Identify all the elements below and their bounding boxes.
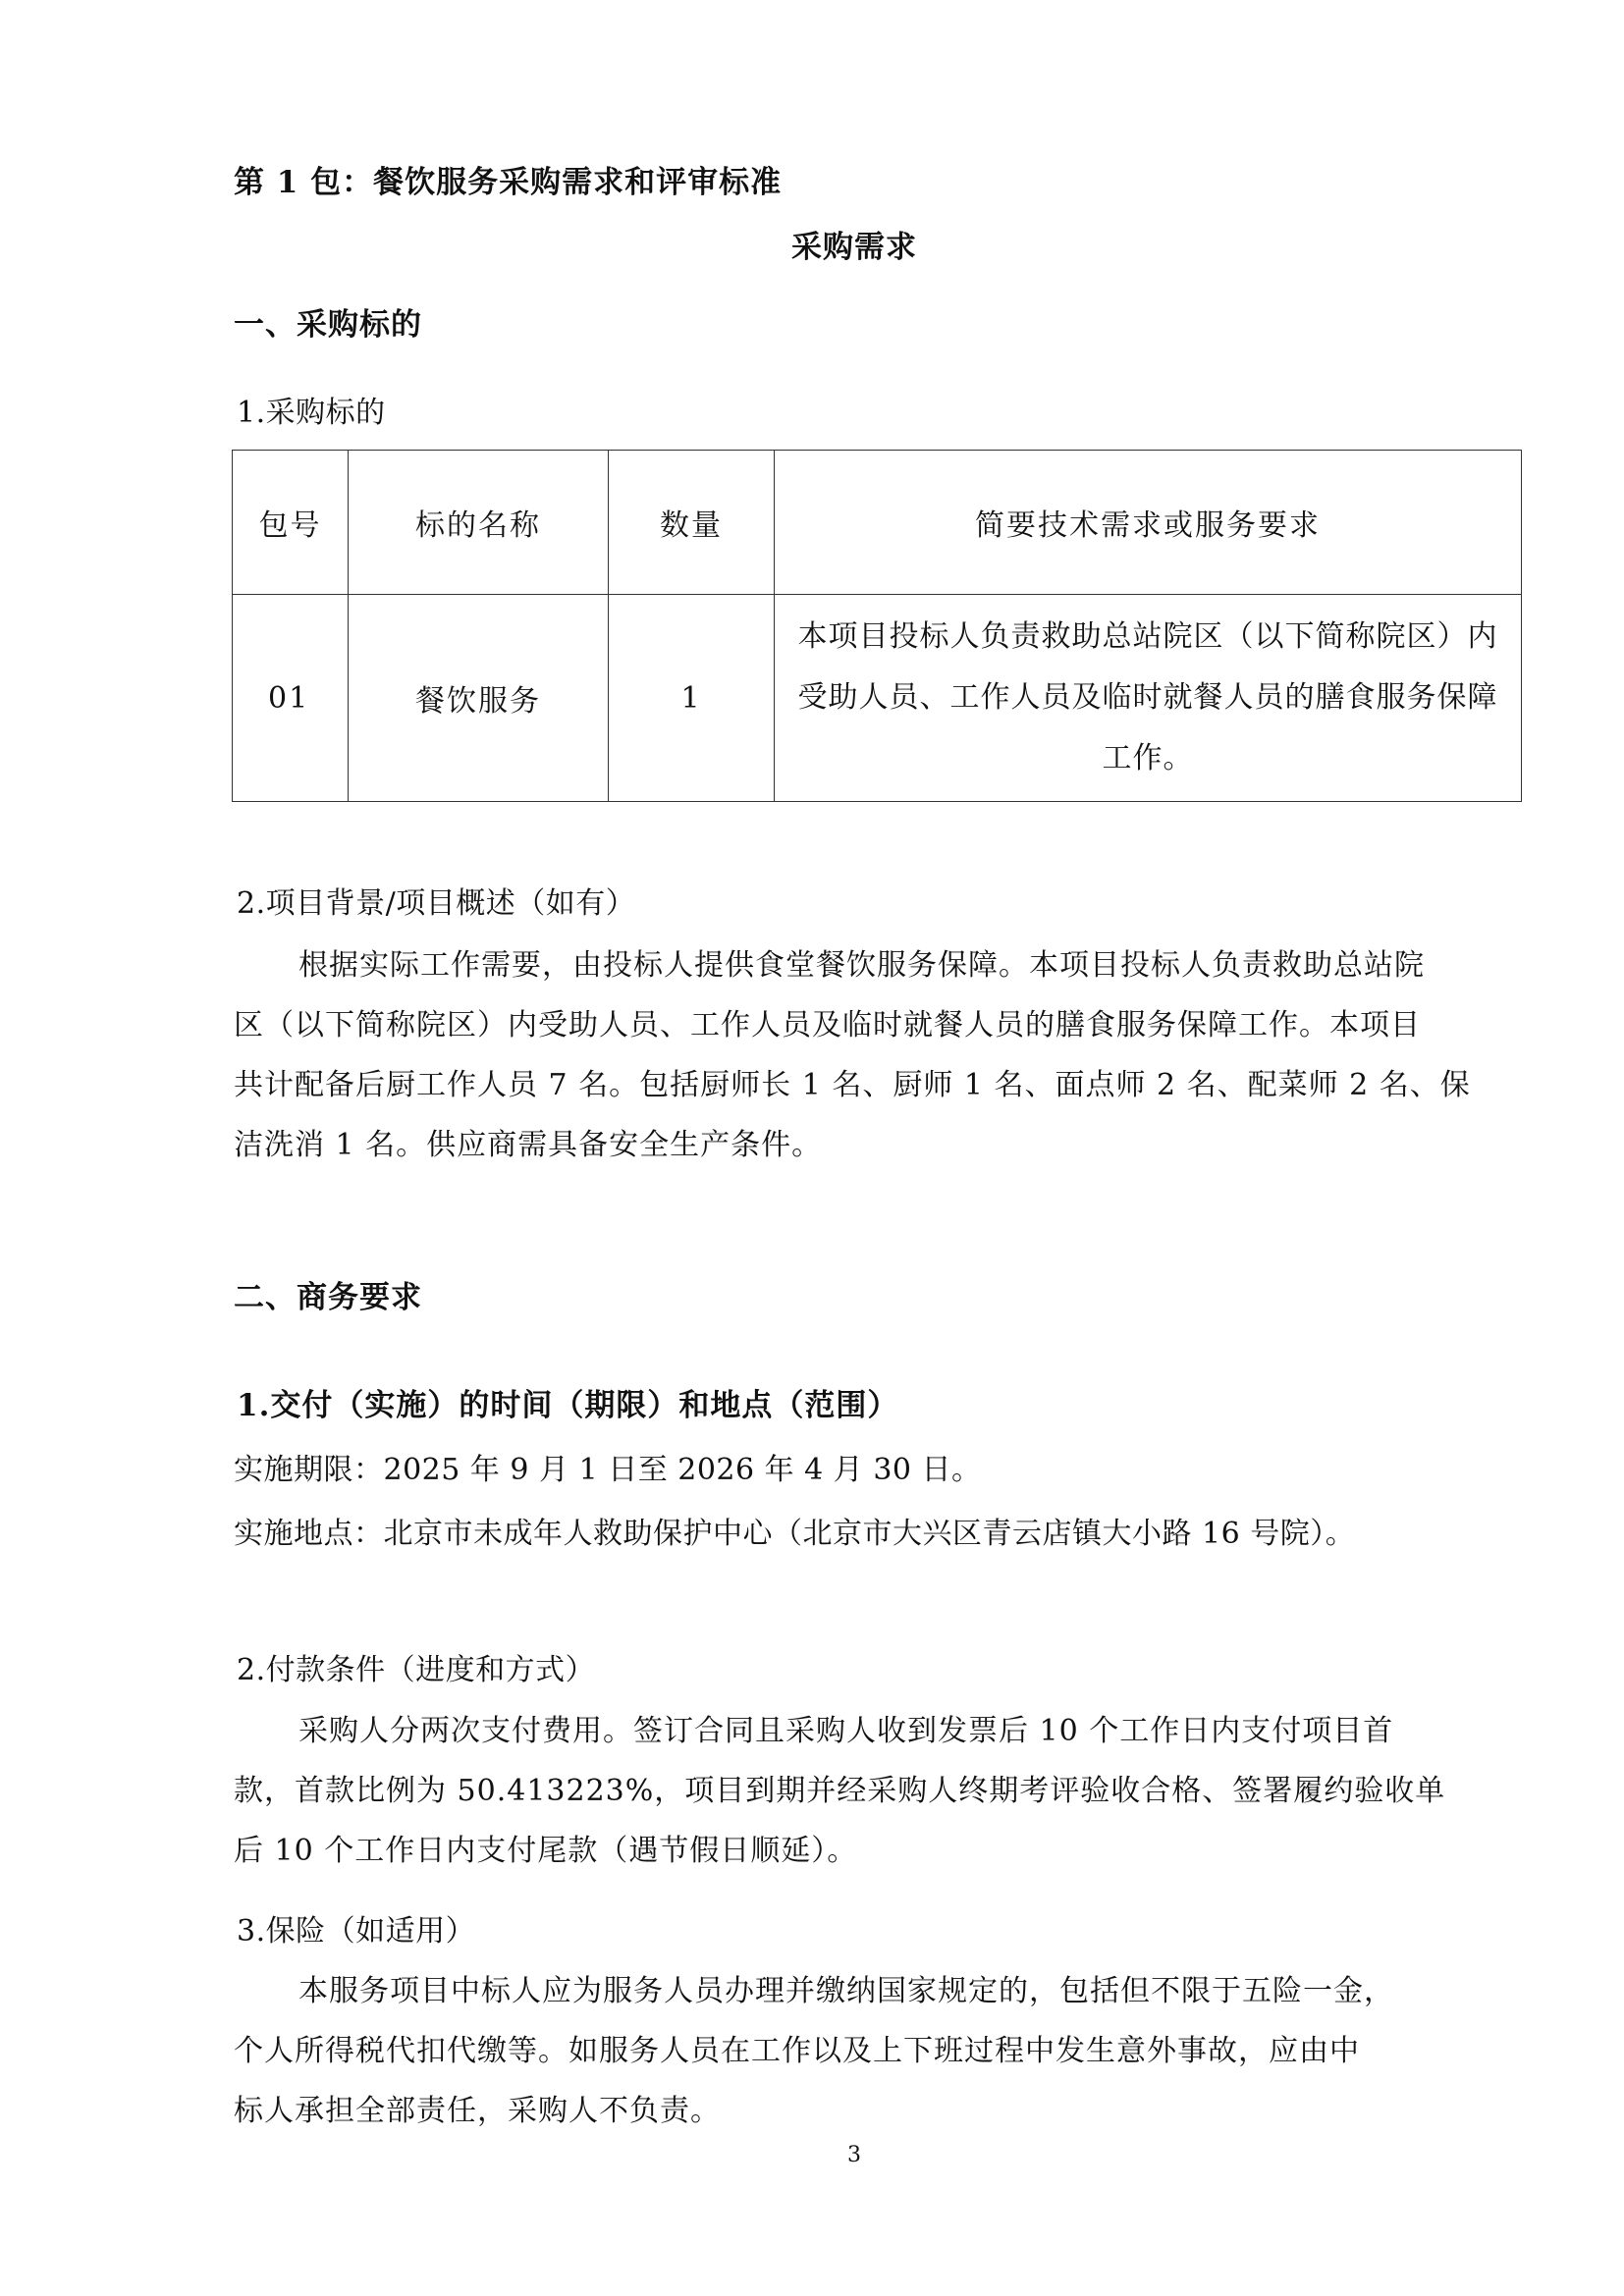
subsection-project-background: 2.项目背景/项目概述（如有） (237, 886, 636, 921)
paragraph-line: 区（以下简称院区）内受助人员、工作人员及临时就餐人员的膳食服务保障工作。本项目 (234, 1008, 1421, 1042)
paragraph-line: 本服务项目中标人应为服务人员办理并缴纳国家规定的，包括但不限于五险一金， (298, 1974, 1394, 2008)
section-1-heading: 一、采购标的 (234, 307, 422, 343)
table-row (233, 595, 1522, 802)
paragraph-line: 后 10 个工作日内支付尾款（遇节假日顺延）。 (234, 1834, 858, 1868)
procurement-target-table (232, 450, 1522, 802)
paragraph-line: 根据实际工作需要，由投标人提供食堂餐饮服务保障。本项目投标人负责救助总站院 (298, 948, 1425, 983)
paragraph-line: 采购人分两次支付费用。签订合同且采购人收到发票后 10 个工作日内支付项目首 (298, 1714, 1394, 1748)
document-title: 第 1 包：餐饮服务采购需求和评审标准 (234, 165, 783, 200)
table-header-cell: 数量 (609, 451, 775, 595)
page-number: 3 (847, 2143, 861, 2167)
target-name-cell: 餐饮服务 (349, 595, 609, 802)
section-center-title: 采购需求 (791, 230, 917, 265)
implementation-place: 实施地点：北京市未成年人救助保护中心（北京市大兴区青云店镇大小路 16 号院）。 (234, 1517, 1356, 1551)
paragraph-line: 个人所得税代扣代缴等。如服务人员在工作以及上下班过程中发生意外事故，应由中 (234, 2034, 1360, 2068)
quantity-cell: 1 (609, 595, 775, 802)
subsection-payment-terms: 2.付款条件（进度和方式） (237, 1653, 596, 1687)
subsection-procurement-target: 1.采购标的 (237, 396, 386, 430)
paragraph-line: 洁洗消 1 名。供应商需具备安全生产条件。 (234, 1128, 823, 1162)
description-line: 本项目投标人负责救助总站院区（以下简称院区）内 (797, 619, 1498, 654)
section-2-heading: 二、商务要求 (234, 1280, 422, 1315)
package-number-cell: 01 (233, 595, 349, 802)
subsection-insurance: 3.保险（如适用） (237, 1914, 476, 1949)
paragraph-line: 共计配备后厨工作人员 7 名。包括厨师长 1 名、厨师 1 名、面点师 2 名、配菜师 2 名、保 (234, 1068, 1471, 1102)
insurance-paragraph (234, 1961, 1394, 2141)
paragraph-line: 标人承担全部责任，采购人不负责。 (234, 2094, 721, 2128)
description-line: 受助人员、工作人员及临时就餐人员的膳食服务保障 (797, 680, 1498, 715)
subsection-delivery-time-place: 1.交付（实施）的时间（期限）和地点（范围） (237, 1388, 899, 1423)
paragraph-line: 款，首款比例为 50.413223%，项目到期并经采购人终期考评验收合格、签署履约验收单 (234, 1774, 1446, 1808)
requirement-description-cell (775, 595, 1522, 802)
payment-terms-paragraph (234, 1701, 1445, 1881)
description-line: 工作。 (1102, 741, 1194, 775)
project-background-paragraph (234, 935, 1471, 1175)
table-header-cell: 包号 (233, 451, 349, 595)
table-header-cell: 标的名称 (349, 451, 609, 595)
implementation-period: 实施期限：2025 年 9 月 1 日至 2026 年 4 月 30 日。 (234, 1453, 982, 1487)
table-header-row (233, 451, 1522, 595)
table-header-cell: 简要技术需求或服务要求 (775, 451, 1522, 595)
